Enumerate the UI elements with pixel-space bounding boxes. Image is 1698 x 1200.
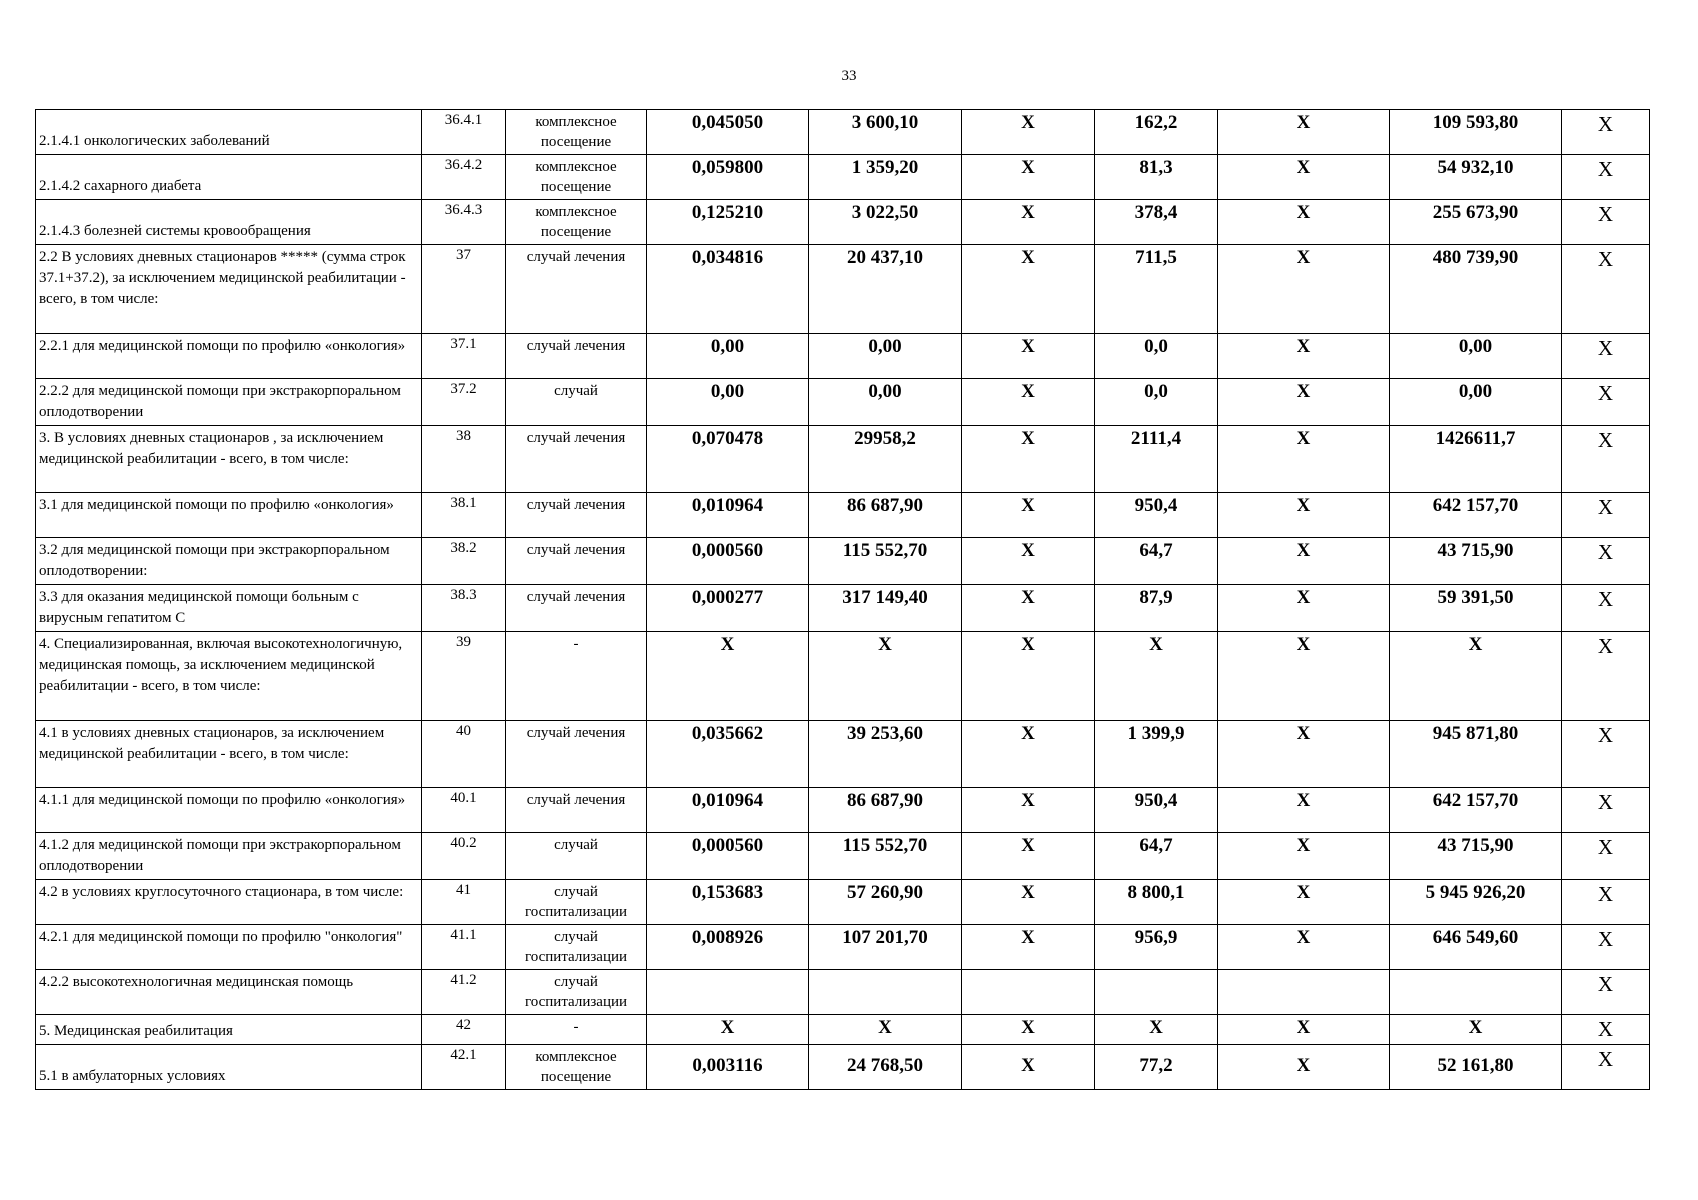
value-cell: 0,000560: [647, 538, 809, 585]
value-cell: X: [962, 110, 1095, 155]
table-row: [36, 585, 1650, 632]
value-cell: X: [962, 493, 1095, 538]
value-cell: X: [1218, 155, 1390, 200]
value-cell: 0,00: [647, 379, 809, 426]
value-cell: 29958,2: [809, 426, 962, 493]
value-cell: 0,00: [1390, 379, 1562, 426]
row-unit-cell: комплексное посещение: [506, 110, 647, 155]
value-cell: 0,000277: [647, 585, 809, 632]
value-cell: 0,010964: [647, 493, 809, 538]
page-number: 33: [841, 68, 857, 84]
value-cell: 54 932,10: [1390, 155, 1562, 200]
value-cell: 0,153683: [647, 880, 809, 925]
table-row: [36, 493, 1650, 538]
row-name-cell: 4.1.2 для медицинской помощи при экстракорпоральном оплодотворении: [36, 833, 422, 880]
value-cell: X: [962, 1015, 1095, 1045]
value-cell: X: [1218, 721, 1390, 788]
row-name-cell: 5. Медицинская реабилитация: [36, 1015, 422, 1045]
value-cell: [809, 970, 962, 1015]
value-cell: X: [962, 155, 1095, 200]
value-cell: 107 201,70: [809, 925, 962, 970]
row-code-cell: 36.4.3: [422, 200, 506, 245]
value-cell: 646 549,60: [1390, 925, 1562, 970]
value-cell: X: [1095, 1015, 1218, 1045]
table-row: [36, 245, 1650, 334]
row-code-cell: 42: [422, 1015, 506, 1045]
marker-cell: X: [1562, 426, 1650, 493]
value-cell: 0,0: [1095, 334, 1218, 379]
value-cell: 57 260,90: [809, 880, 962, 925]
row-code-cell: 38.1: [422, 493, 506, 538]
row-code-cell: 36.4.2: [422, 155, 506, 200]
row-unit-cell: случай лечения: [506, 585, 647, 632]
value-cell: 0,008926: [647, 925, 809, 970]
row-name-cell: 4.2 в условиях круглосуточного стационара, в том числе:: [36, 880, 422, 925]
row-code-cell: 37.2: [422, 379, 506, 426]
value-cell: X: [1218, 880, 1390, 925]
row-name-cell: 2.1.4.1 онкологических заболеваний: [36, 110, 422, 155]
value-cell: X: [1390, 632, 1562, 721]
value-cell: 5 945 926,20: [1390, 880, 1562, 925]
table-row: [36, 538, 1650, 585]
row-code-cell: 39: [422, 632, 506, 721]
table-row: [36, 632, 1650, 721]
row-code-cell: 38: [422, 426, 506, 493]
row-unit-cell: случай госпитализации: [506, 880, 647, 925]
table-row: [36, 833, 1650, 880]
value-cell: 0,125210: [647, 200, 809, 245]
table-row: [36, 426, 1650, 493]
value-cell: X: [1218, 426, 1390, 493]
value-cell: 0,045050: [647, 110, 809, 155]
marker-cell: X: [1562, 833, 1650, 880]
value-cell: X: [1218, 334, 1390, 379]
value-cell: X: [1218, 245, 1390, 334]
table-row: [36, 334, 1650, 379]
value-cell: 43 715,90: [1390, 538, 1562, 585]
row-code-cell: 37.1: [422, 334, 506, 379]
value-cell: 87,9: [1095, 585, 1218, 632]
value-cell: X: [962, 632, 1095, 721]
marker-cell: X: [1562, 925, 1650, 970]
value-cell: 0,059800: [647, 155, 809, 200]
value-cell: X: [1218, 538, 1390, 585]
value-cell: 81,3: [1095, 155, 1218, 200]
row-code-cell: 36.4.1: [422, 110, 506, 155]
row-unit-cell: -: [506, 1015, 647, 1045]
value-cell: X: [647, 1015, 809, 1045]
row-code-cell: 38.3: [422, 585, 506, 632]
row-unit-cell: случай: [506, 833, 647, 880]
marker-cell: X: [1562, 585, 1650, 632]
value-cell: X: [1218, 585, 1390, 632]
row-unit-cell: случай: [506, 379, 647, 426]
marker-cell: X: [1562, 538, 1650, 585]
value-cell: 0,000560: [647, 833, 809, 880]
value-cell: 2111,4: [1095, 426, 1218, 493]
row-code-cell: 37: [422, 245, 506, 334]
value-cell: X: [1218, 1045, 1390, 1090]
row-name-cell: 2.2.2 для медицинской помощи при экстракорпоральном оплодотворении: [36, 379, 422, 426]
value-cell: X: [962, 833, 1095, 880]
value-cell: 43 715,90: [1390, 833, 1562, 880]
table-row: [36, 1015, 1650, 1045]
value-cell: 0,003116: [647, 1045, 809, 1090]
value-cell: 0,034816: [647, 245, 809, 334]
row-code-cell: 38.2: [422, 538, 506, 585]
value-cell: 956,9: [1095, 925, 1218, 970]
marker-cell: X: [1562, 632, 1650, 721]
marker-cell: X: [1562, 721, 1650, 788]
value-cell: X: [962, 880, 1095, 925]
value-cell: X: [1218, 632, 1390, 721]
row-unit-cell: случай лечения: [506, 245, 647, 334]
table-row: [36, 925, 1650, 970]
row-unit-cell: случай лечения: [506, 493, 647, 538]
row-code-cell: 41.1: [422, 925, 506, 970]
value-cell: X: [962, 538, 1095, 585]
row-code-cell: 40: [422, 721, 506, 788]
value-cell: 1 399,9: [1095, 721, 1218, 788]
value-cell: X: [962, 200, 1095, 245]
table-row: [36, 788, 1650, 833]
row-unit-cell: комплексное посещение: [506, 155, 647, 200]
value-cell: X: [1095, 632, 1218, 721]
value-cell: 1426611,7: [1390, 426, 1562, 493]
value-cell: 0,070478: [647, 426, 809, 493]
value-cell: 945 871,80: [1390, 721, 1562, 788]
table-body: [36, 110, 1650, 1090]
marker-cell: X: [1562, 493, 1650, 538]
marker-cell: X: [1562, 155, 1650, 200]
marker-cell: X: [1562, 110, 1650, 155]
marker-cell: X: [1562, 245, 1650, 334]
table-row: [36, 970, 1650, 1015]
value-cell: X: [962, 334, 1095, 379]
value-cell: [962, 970, 1095, 1015]
value-cell: X: [1390, 1015, 1562, 1045]
table-row: [36, 880, 1650, 925]
table-row: [36, 155, 1650, 200]
row-unit-cell: случай лечения: [506, 334, 647, 379]
row-unit-cell: -: [506, 632, 647, 721]
value-cell: 950,4: [1095, 788, 1218, 833]
value-cell: 0,010964: [647, 788, 809, 833]
marker-cell: X: [1562, 788, 1650, 833]
marker-cell: X: [1562, 379, 1650, 426]
value-cell: 0,0: [1095, 379, 1218, 426]
value-cell: 77,2: [1095, 1045, 1218, 1090]
value-cell: X: [962, 585, 1095, 632]
value-cell: X: [1218, 1015, 1390, 1045]
value-cell: X: [1218, 110, 1390, 155]
value-cell: 20 437,10: [809, 245, 962, 334]
row-code-cell: 42.1: [422, 1045, 506, 1090]
row-code-cell: 40.1: [422, 788, 506, 833]
value-cell: 24 768,50: [809, 1045, 962, 1090]
value-cell: 950,4: [1095, 493, 1218, 538]
row-name-cell: 3.2 для медицинской помощи при экстракорпоральном оплодотворении:: [36, 538, 422, 585]
row-unit-cell: случай госпитализации: [506, 925, 647, 970]
value-cell: 642 157,70: [1390, 788, 1562, 833]
value-cell: 711,5: [1095, 245, 1218, 334]
value-cell: 39 253,60: [809, 721, 962, 788]
table-row: [36, 721, 1650, 788]
row-unit-cell: случай лечения: [506, 721, 647, 788]
row-name-cell: 2.1.4.3 болезней системы кровообращения: [36, 200, 422, 245]
value-cell: [647, 970, 809, 1015]
row-unit-cell: комплексное посещение: [506, 200, 647, 245]
row-name-cell: 3.1 для медицинской помощи по профилю «онкология»: [36, 493, 422, 538]
value-cell: X: [809, 1015, 962, 1045]
value-cell: X: [1218, 833, 1390, 880]
value-cell: 1 359,20: [809, 155, 962, 200]
marker-cell: X: [1562, 880, 1650, 925]
row-name-cell: 4.2.1 для медицинской помощи по профилю "онкология": [36, 925, 422, 970]
value-cell: 0,00: [809, 379, 962, 426]
value-cell: 255 673,90: [1390, 200, 1562, 245]
value-cell: 3 600,10: [809, 110, 962, 155]
table-row: [36, 379, 1650, 426]
row-name-cell: 4. Специализированная, включая высокотехнологичную, медицинская помощь, за исключением медицинской реабилитации - всего, в том числе:: [36, 632, 422, 721]
value-cell: [1390, 970, 1562, 1015]
value-cell: 59 391,50: [1390, 585, 1562, 632]
value-cell: X: [962, 245, 1095, 334]
value-cell: 64,7: [1095, 833, 1218, 880]
row-code-cell: 40.2: [422, 833, 506, 880]
row-name-cell: 3. В условиях дневных стационаров , за исключением медицинской реабилитации - всего, в том числе:: [36, 426, 422, 493]
table-row: [36, 110, 1650, 155]
row-unit-cell: случай лечения: [506, 426, 647, 493]
row-name-cell: 4.1.1 для медицинской помощи по профилю «онкология»: [36, 788, 422, 833]
value-cell: 109 593,80: [1390, 110, 1562, 155]
row-unit-cell: случай лечения: [506, 538, 647, 585]
value-cell: X: [962, 721, 1095, 788]
value-cell: X: [962, 925, 1095, 970]
row-name-cell: 4.1 в условиях дневных стационаров, за исключением медицинской реабилитации - всего, в том числе:: [36, 721, 422, 788]
value-cell: X: [1218, 925, 1390, 970]
value-cell: 642 157,70: [1390, 493, 1562, 538]
value-cell: X: [1218, 200, 1390, 245]
value-cell: [1095, 970, 1218, 1015]
value-cell: 480 739,90: [1390, 245, 1562, 334]
row-unit-cell: случай госпитализации: [506, 970, 647, 1015]
value-cell: X: [1218, 788, 1390, 833]
marker-cell: X: [1562, 1045, 1650, 1090]
row-code-cell: 41.2: [422, 970, 506, 1015]
table-row: [36, 1045, 1650, 1090]
row-name-cell: 2.2.1 для медицинской помощи по профилю «онкология»: [36, 334, 422, 379]
value-cell: 0,00: [647, 334, 809, 379]
table-row: [36, 200, 1650, 245]
value-cell: 115 552,70: [809, 833, 962, 880]
row-name-cell: 2.1.4.2 сахарного диабета: [36, 155, 422, 200]
value-cell: 3 022,50: [809, 200, 962, 245]
value-cell: 115 552,70: [809, 538, 962, 585]
value-cell: 378,4: [1095, 200, 1218, 245]
value-cell: X: [962, 426, 1095, 493]
marker-cell: X: [1562, 200, 1650, 245]
value-cell: 0,00: [1390, 334, 1562, 379]
value-cell: 162,2: [1095, 110, 1218, 155]
marker-cell: X: [1562, 970, 1650, 1015]
value-cell: X: [962, 1045, 1095, 1090]
value-cell: [1218, 970, 1390, 1015]
value-cell: 0,00: [809, 334, 962, 379]
value-cell: 52 161,80: [1390, 1045, 1562, 1090]
value-cell: X: [1218, 379, 1390, 426]
value-cell: 86 687,90: [809, 788, 962, 833]
row-name-cell: 3.3 для оказания медицинской помощи больным с вирусным гепатитом С: [36, 585, 422, 632]
value-cell: 0,035662: [647, 721, 809, 788]
value-cell: 64,7: [1095, 538, 1218, 585]
marker-cell: X: [1562, 1015, 1650, 1045]
value-cell: X: [647, 632, 809, 721]
row-name-cell: 2.2 В условиях дневных стационаров ***** (сумма строк 37.1+37.2), за исключением медицинской реабилитации - всего, в том числе:: [36, 245, 422, 334]
value-cell: X: [962, 379, 1095, 426]
row-unit-cell: случай лечения: [506, 788, 647, 833]
row-name-cell: 4.2.2 высокотехнологичная медицинская помощь: [36, 970, 422, 1015]
value-cell: X: [809, 632, 962, 721]
value-cell: 8 800,1: [1095, 880, 1218, 925]
value-cell: X: [962, 788, 1095, 833]
marker-cell: X: [1562, 334, 1650, 379]
row-name-cell: 5.1 в амбулаторных условиях: [36, 1045, 422, 1090]
data-table: [35, 109, 1650, 1090]
value-cell: 86 687,90: [809, 493, 962, 538]
row-unit-cell: комплексное посещение: [506, 1045, 647, 1090]
row-code-cell: 41: [422, 880, 506, 925]
value-cell: X: [1218, 493, 1390, 538]
value-cell: 317 149,40: [809, 585, 962, 632]
